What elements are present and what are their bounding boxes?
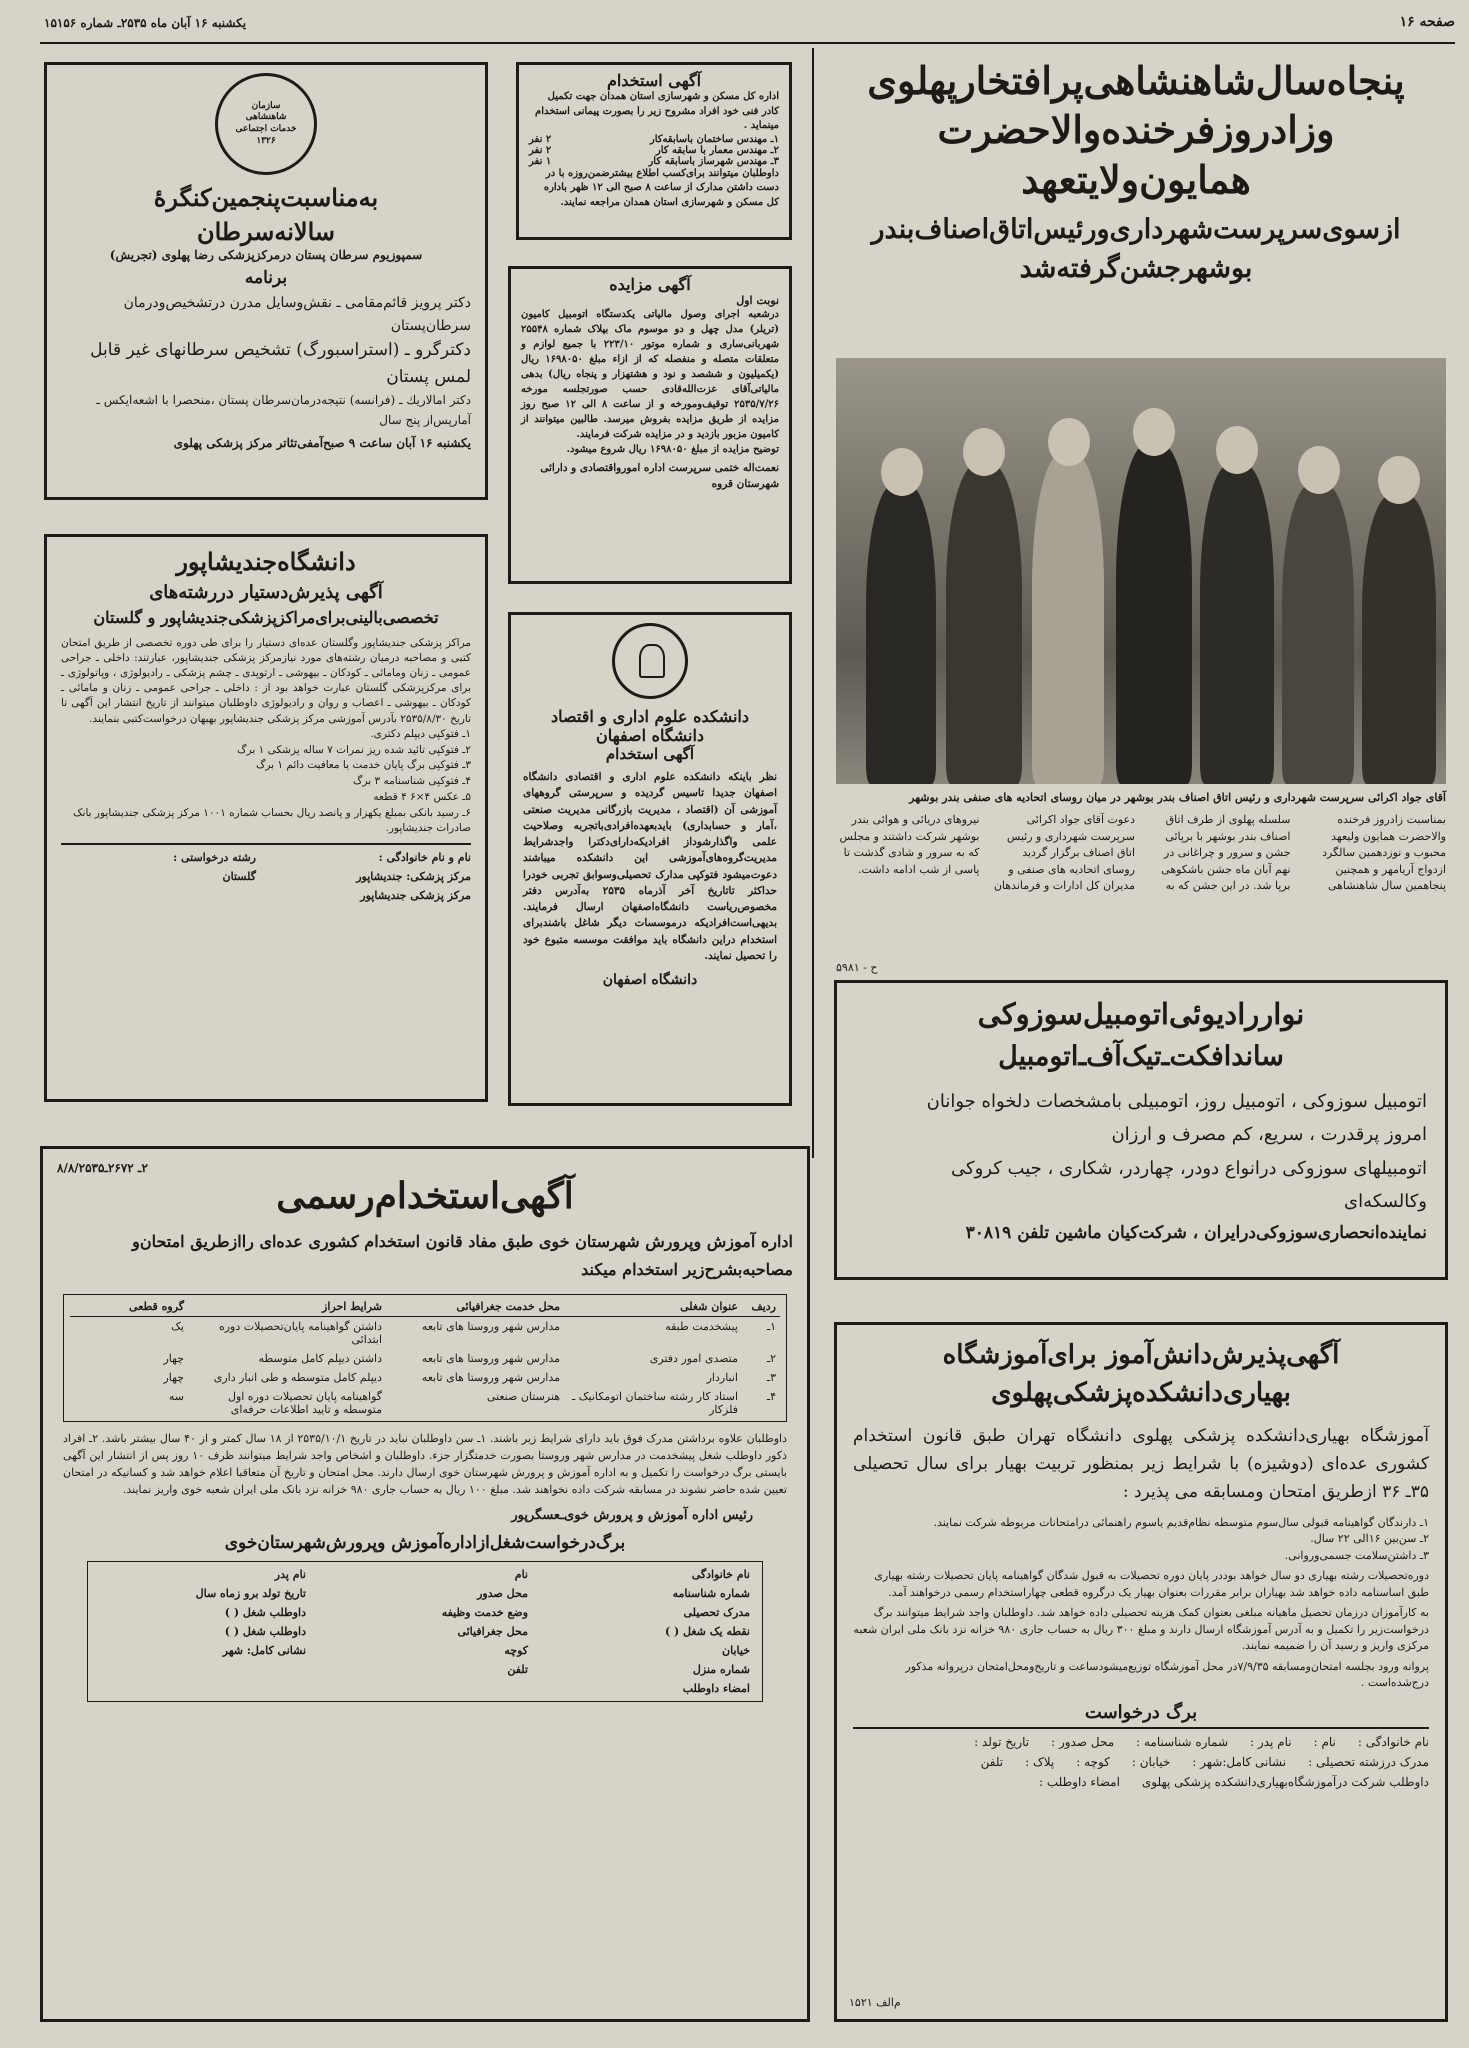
form-field: تاریخ تولد برو زماه سال xyxy=(195,1586,306,1600)
isfahan-title-3: آگهی استخدام xyxy=(605,745,695,763)
isfahan-body: نظر باینکه دانشکده علوم اداری و اقتصادی دانشگاه اصفهان جدیدا تاسیس گردیده و سرپرستی گروههای آموزشی آن (اقتصاد ، مدیریت بازرگانی مدیریت صنعتی ،آمار و حسابداری) بایدبعهده‌افرادی‌باتجربه وصلاحیت علمی واگذارشود‌از افرادیکه‌دارای‌دکترا واجدشرایط مدیریت‌گروه‌های‌آموزشی این دانشکده میباشند دعوت‌میشود فتوکپی مدارک تحصیلی‌وسوابق تجربی خودرا حداکثر تاتاریخ آخر آذرماه ۲۵۳۵ به‌آدرس دفتر مخصوص‌ریاست دانشگاه‌اصفهان ارسال فرمایند. بدیهی‌است‌افرادیکه درموسسات دیگر شاغل باشندبرای استخدام دراین دانشگاه باید موافقت موسسه متبوع خود را تحصیل نمایند. xyxy=(523,771,777,962)
cancer-footer: یکشنبه ۱۶ آبان ساعت ۹ صبح‌آمفی‌تئاتر مرکز پزشکی پهلوی xyxy=(173,435,471,450)
jundishapur-doc: ۴ـ فتوکپی شناسنامه ۳ برگ xyxy=(353,775,471,788)
table-row xyxy=(70,1316,780,1349)
nursing-title-2: بهیاری‌دانشکده‌پزشکی‌پهلوی xyxy=(991,1377,1291,1408)
suzuki-title-2: ساندافکت‌ـ‌تیک‌آف‌ـ‌اتومبیل xyxy=(998,1040,1284,1072)
form-field: مرکز پزشکی جندیشاپور xyxy=(360,889,471,903)
form-field: نام خانوادگی xyxy=(691,1567,750,1581)
jundishapur-form xyxy=(61,851,471,902)
table-row xyxy=(70,1368,780,1387)
form-field: خیابان : xyxy=(1131,1754,1171,1769)
table-cell: چهار xyxy=(163,1370,184,1384)
form-field: نام پدر xyxy=(274,1567,306,1581)
jundishapur-doc: ۵ـ عکس ۴×۶ ۴ قطعه xyxy=(373,790,471,803)
nursing-form-title: برگ درخواست xyxy=(1084,1701,1198,1723)
form-divider xyxy=(853,1727,1429,1729)
suzuki-ad xyxy=(834,980,1448,1280)
emblem-text: سازمان شاهنشاهی خدمات اجتماعی ۱۳۲۶ xyxy=(235,100,297,146)
suzuki-line: اتومبیلهای سوزوکی درانواع دودر، چهاردر، شکاری ، جیب کروکی xyxy=(951,1157,1427,1179)
job-count: ۲ نفر xyxy=(529,144,552,156)
jundishapur-title: دانشگاه‌جندیشاپور xyxy=(176,547,356,576)
hamedan-intro: اداره کل مسکن و شهرسازی استان همدان جهت تکمیل کادر فنی خود افراد مشروح زیر را بصورت پیمانی استخدام مینماید . xyxy=(535,91,779,131)
lead-ref: ح - ۵۹۸۱ xyxy=(836,961,878,974)
form-field: داوطلب شرکت درآموزشگاه‌بهیاری‌دانشکده پزشکی پهلوی xyxy=(1141,1774,1429,1789)
nursing-condition: ۱ـ دارندگان گواهینامه قبولی سال‌سوم متوسطه نظام‌قدیم یاسوم راهنمائی درامتحانات مربوطه شرکت نمایند. xyxy=(933,1515,1429,1529)
lead-headline-3: همایون‌ولایتعهد xyxy=(1021,156,1251,202)
form-field: امضاء داوطلب : xyxy=(1038,1774,1120,1789)
form-field: نام xyxy=(514,1567,528,1581)
page-number: صفحه ۱۶ xyxy=(1399,14,1455,30)
jundishapur-sub-1: آگهی پذیرش‌دستیار دررشته‌های xyxy=(149,581,383,603)
khoy-signer: رئیس اداره آموزش و پرورش خوی‌ـعسگرپور xyxy=(511,1507,753,1523)
cancer-program: برنامه xyxy=(244,268,288,289)
table-cell: استاد کار رشته ساختمان اتومکانیک ـ فلزکار xyxy=(571,1389,738,1416)
suzuki-line: اتومبیل سوزوکی ، اتومبیل روز، اتومبیلی بامشخصات دلخواه جوانان xyxy=(926,1091,1427,1112)
table-header-row xyxy=(70,1297,780,1317)
khoy-notes: داوطلبان علاوه برداشتن مدرک فوق باید دارای شرایط زیر باشند. ۱ـ سن داوطلبان نباید در تاریخ ۲۵۳۵/۱۰/۱ از ۱۸ سال کمتر و از ۴۰ سال بیشتر باشد. ۲ـ افراد ذکور داوطلب شغل پیشخدمت در مدارس شهر وروستا بصورت خدمتگزار جزء. داوطلبان و اشخاص واجد شرایط میتوانند ظرف ۱۰ روز پس از انتشار این آگهی بایستی برگ درخواست را تکمیل و به اداره آموزش و پرورش شهرستان خوی ارسال دارند. محل امتحان و تاریخ آن متعاقبا اعلام خواهد شد و کسانیکه در امتحان تعیین شده حاضر نشوند در مسابقه شرکت داده نخواهند شد. مبلغ ۱۰۰ ریال به حساب جاری ۹۸۰ خزانه نزد بانک ملی ایران شعبه خوی واریز نمایند. xyxy=(63,1431,787,1496)
nursing-ref: م‌الف ۱۵۲۱ xyxy=(849,1995,901,2009)
col-header: محل خدمت جغرافیائی xyxy=(386,1297,564,1317)
table-cell: انباردار xyxy=(706,1370,738,1384)
photo-figure xyxy=(1032,454,1104,784)
form-field: داوطلب شغل ( ) xyxy=(224,1624,306,1638)
form-field: نام : xyxy=(1313,1734,1336,1749)
nursing-intro: آموزشگاه بهیاری‌دانشکده پزشکی پهلوی دانشگاه تهران طبق قانون استخدام کشوری عده‌ای (دوشیزه) با شرایط زیر بمنظور تربیت بهیار برای سال تحصیلی ۳۵ـ ۳۶ ازطریق امتحان ومسابقه می پذیرد : xyxy=(853,1426,1429,1503)
table-cell: ۳ـ xyxy=(766,1370,776,1384)
photo-figure xyxy=(1282,484,1354,784)
hamedan-footer: داوطلبان میتوانند برای‌کسب اطلاع بیشترضمن‌روزه با در دست داشتن مدارک از ساعت ۸ صبح الی ۱۲ ظهر باداره کل مسکن و شهرسازی استان همدان مراجعه نمایند. xyxy=(543,167,779,208)
lead-photo xyxy=(836,358,1446,784)
jundishapur-ad xyxy=(44,534,488,1102)
form-field: نام پدر : xyxy=(1250,1734,1292,1749)
khoy-form-title: برگ‌درخواست‌شغل‌ازاداره‌آموزش وپرورش‌شهرستان‌خوی xyxy=(224,1532,626,1553)
table-cell: ۱ـ xyxy=(766,1319,776,1333)
form-field: امضاء داوطلب xyxy=(682,1681,750,1695)
emblem-mark xyxy=(639,644,665,678)
form-field: نشانی کامل: شهر xyxy=(222,1643,306,1657)
nursing-condition: ۲ـ سن‌بین ۱۶الی ۲۲ سال. xyxy=(1310,1532,1429,1546)
col-header: گروه قطعی xyxy=(70,1297,188,1317)
jundishapur-doc: ۲ـ فتوکپی تائید شده ریز نمرات ۷ ساله پزشکی ۱ برگ xyxy=(237,743,471,756)
isfahan-ad xyxy=(508,612,792,1106)
nursing-condition: ۳ـ داشتن‌سلامت جسمی‌وروانی. xyxy=(1284,1548,1429,1562)
table-cell: داشتن دیپلم کامل متوسطه xyxy=(258,1351,382,1365)
table-cell: چهار xyxy=(163,1351,184,1365)
table-row xyxy=(70,1387,780,1419)
lead-headline-2: وزادروزفرخنده‌والاحضرت xyxy=(937,107,1335,153)
column-divider xyxy=(812,48,814,1158)
auction-title: آگهی مزایده xyxy=(609,275,691,294)
photo-figure xyxy=(946,464,1022,784)
isfahan-footer: دانشگاه اصفهان xyxy=(602,972,698,989)
hamedan-item xyxy=(529,145,779,156)
photo-figure xyxy=(866,484,936,784)
form-field: کوچه : xyxy=(1076,1754,1110,1769)
auction-body: درشعبه اجرای وصول مالیاتی یکدستگاه اتومبیل کامیون (تریلر) مدل چهل و دو موسوم ماک بپلاک شماره ۲۵۵۴۸ شهربانی‌ساری و شماره موتور ۲۲۳/۱۰ با جمیع لوازم و متعلقات متصله و منفصله که از ازاء مبلغ ۱۶۹۸۰۵۰ ریال (یکمیلیون و ششصد و نود و هشتهزار و پنجاه ریال) بدهی مالیاتی‌آقای عزت‌الله‌قادی حسب صورتجلسه مورخه ۲۵۳۵/۷/۲۶ توقیف‌ومورخه و از ساعت ۸ الی ۱۲ صبح روز مزایده از طریق مزایده بفروش میرسد. طالبین میتوانند از کامیون مزبور بازدید و در مزایده شرکت فرمایند. xyxy=(521,309,780,440)
khoy-form xyxy=(87,1561,763,1702)
auction-ad xyxy=(508,266,792,584)
photo-figure xyxy=(881,448,923,496)
cancer-speaker: دکتر پرویز قائم‌مقامی ـ نقش‌وسایل مدرن درتشخیص‌ودرمان سرطان‌پستان xyxy=(123,295,471,334)
nursing-title-1: آگهی‌پذیرش‌دانش‌آموز برای‌آموزشگاه xyxy=(942,1340,1340,1370)
photo-figure xyxy=(1362,494,1436,784)
table-row xyxy=(70,1349,780,1368)
hamedan-item xyxy=(529,134,779,145)
khoy-employment-ad xyxy=(40,1146,810,2022)
table-cell: مدارس شهر وروستا های تابعه xyxy=(421,1319,560,1333)
table-cell: داشتن گواهینامه پایان‌تحصیلات دوره ابتدائی xyxy=(218,1319,382,1346)
job-title: ۲ـ مهندس معمار با سابقه کار xyxy=(655,144,779,156)
table-cell: ۴ـ xyxy=(766,1389,776,1403)
auction-round: نوبت اول xyxy=(736,294,779,307)
cancer-title-2: سالانه‌سرطان xyxy=(196,216,336,246)
form-field: مرکز پزشکی: جندیشاپور xyxy=(356,870,471,884)
job-count: ۲ نفر xyxy=(529,133,552,145)
form-field: تلفن xyxy=(980,1754,1004,1769)
table-cell: متصدی امور دفتری xyxy=(649,1351,738,1365)
auction-footer: نعمت‌اله ختمی سرپرست اداره امورواقتصادی و دارائی شهرستان قروه xyxy=(540,462,779,490)
col-header: شرایط احراز xyxy=(188,1297,386,1317)
form-field: مدرک درزشته تحصیلی : xyxy=(1308,1754,1429,1769)
form-field: گلستان xyxy=(222,870,256,884)
photo-figure xyxy=(1216,426,1258,474)
cancer-title-1: به‌مناسبت‌پنجمین‌کنگرۀ xyxy=(153,183,379,212)
nursing-form xyxy=(853,1735,1429,1789)
khoy-jobs-table xyxy=(70,1297,780,1419)
form-field: کوچه xyxy=(504,1643,528,1657)
form-field: نقطه یک شغل ( ) xyxy=(664,1624,750,1638)
jundishapur-note: ۶ـ رسید بانکی بمبلغ یکهزار و پانصد ریال بحساب شماره ۱۰۰۱ مرکز پزشکی جندیشاپور بانک صادرات جندیشاپور. xyxy=(73,806,471,835)
lead-headline-1: پنجاه‌سال‌شاهنشاهی‌پرافتخار‌پهلوی xyxy=(867,58,1405,103)
col-header: ردیف xyxy=(742,1297,780,1317)
table-cell: هنرستان صنعتی xyxy=(486,1389,560,1403)
cancer-speaker: دکتر‌گرو ـ (استراسبورگ) تشخیص سرطانهای غیر قابل لمس پستان xyxy=(90,339,471,388)
hamedan-title: آگهی استخدام xyxy=(606,71,702,90)
form-field: نام خانوادگی : xyxy=(1357,1734,1429,1749)
isfahan-title-2: دانشگاه اصفهان xyxy=(595,726,705,745)
nursing-condition: به کارآموزان درزمان تحصیل ماهیانه مبلغی بعنوان کمک هزینه تحصیلی داده خواهد شد. داوطلبان واجد شرایط میتوانند برگ درخواست‌زیر را تکمیل و به آدرس آموزشگاه ارسال دارند و مبلغ ۳۰۰ ریال به حساب جاری ۹۸۰ خزانه نزد بانک ملی ایران شعبه مرکزی واریز و رسید آن را ضمیمه نمایند. xyxy=(853,1606,1429,1653)
khoy-title: آگهی‌استخدام‌رسمی xyxy=(276,1175,574,1217)
photo-caption: آقای جواد اکرائی سرپرست شهرداری و رئیس اتاق اصناف بندر بوشهر در میان روسای اتحادیه های صنفی بندر بوشهر xyxy=(909,791,1446,804)
form-field: پلاک : xyxy=(1025,1754,1055,1769)
nursing-ad xyxy=(834,1322,1448,2022)
issue-date: یکشنبه ۱۶ آبان ماه ۲۵۳۵ـ شماره ۱۵۱۵۶ xyxy=(44,16,247,30)
table-cell: مدارس شهر وروستا های تابعه xyxy=(421,1351,560,1365)
job-title: ۳ـ مهندس شهرساز باسابقه کار xyxy=(648,155,779,167)
hamedan-employment-ad xyxy=(516,62,792,240)
form-field: شماره شناسنامه xyxy=(672,1586,750,1600)
form-field: محل صدور xyxy=(477,1586,528,1600)
khoy-table xyxy=(63,1294,787,1422)
university-emblem-icon xyxy=(612,623,688,699)
nursing-condition: پروانه ورود بجلسه امتحان‌ومسابقه ۷/۹/۳۵در محل آموزشگاه توزیع‌میشودساعت و تاریخ‌ومحل‌امتحان درپروانه مذکور درج‌شده‌است . xyxy=(905,1659,1429,1690)
form-field: تاریخ تولد : xyxy=(974,1734,1030,1749)
social-services-emblem-icon xyxy=(215,73,317,175)
form-field: شماره منزل xyxy=(692,1662,750,1676)
jundishapur-doc: ۳ـ فتوکپی برگ پایان خدمت یا معافیت دائم ۱ برگ xyxy=(255,759,471,772)
jundishapur-sub-2: تخصصی‌بالینی‌برای‌مراکزپزشکی‌جندیشاپور و گلستان xyxy=(93,607,439,627)
table-cell: پیشخدمت طبقه xyxy=(665,1319,738,1333)
form-field: رشته درخواستی : xyxy=(173,851,256,865)
khoy-intro: اداره آموزش وپرورش شهرستان خوی طبق مفاد قانون استخدام کشوری عده‌ای راازطریق امتحان‌و مصاحبه‌بشرح‌زیر استخدام میکند xyxy=(132,1231,793,1279)
form-field: محل صدور : xyxy=(1051,1734,1115,1749)
form-field: محل جغرافیائی xyxy=(457,1624,528,1638)
form-field xyxy=(100,1663,306,1676)
photo-figure xyxy=(1133,408,1175,456)
khoy-ref: ۲ـ ۲۶۷۲ـ۸/۸/۲۵۳۵ xyxy=(57,1161,148,1175)
lead-subhead-1: ازسوی‌سرپرست‌شهرداری‌ورئیس‌اتاق‌اصناف‌بندر xyxy=(871,214,1401,246)
suzuki-footer: نماینده‌انحصاری‌سوزوکی‌درایران ، شرکت‌کیان ماشین تلفن ۳۰۸۱۹ xyxy=(965,1223,1427,1244)
photo-figure xyxy=(1298,446,1340,494)
suzuki-line: وکالسکه‌ای xyxy=(1344,1190,1427,1212)
table-cell: مدارس شهر وروستا های تابعه xyxy=(421,1370,560,1384)
lead-subhead-2: بوشهرجشن‌گرفته‌شد xyxy=(1019,253,1253,285)
form-field: مدرک تحصیلی xyxy=(683,1605,750,1619)
suzuki-line: امروز پرقدرت ، سریع، کم مصرف و ارزان xyxy=(1111,1124,1427,1146)
job-count: ۱ نفر xyxy=(529,155,552,167)
form-field: وضع خدمت وظیفه xyxy=(441,1605,528,1619)
form-field: نام و نام خانوادگی : xyxy=(378,851,471,865)
photo-figure xyxy=(1200,464,1274,784)
cancer-subtitle: سمپوزیوم سرطان پستان درمرکزپزشکی رضا پهلوی (تجریش) xyxy=(109,248,423,263)
job-title: ۱ـ مهندس ساختمان باسابقه‌کار xyxy=(649,133,779,145)
header-rule xyxy=(40,42,1455,44)
photo-figure xyxy=(1048,418,1090,466)
jundishapur-doc: ۱ـ فتوکپی دیپلم دکتری. xyxy=(370,727,471,740)
table-cell: ۲ـ xyxy=(766,1351,776,1365)
form-divider xyxy=(61,843,471,845)
jundishapur-body: مراکز پزشکی جندیشاپور وگلستان عده‌ای دستیار را برای طی دوره تخصصی از طریق امتحان کتبی و مصاحبه درمیان رشته‌های مورد نیازمرکز پزشکی جندیشاپور، عبارتند: داخلی ـ جراحی عمومی ـ زنان ومامائی ـ کودکان ـ بیهوشی ـ ارتوپدی ـ چشم پزشکی ـ رادیولوژی ، وپاتولوژی ـ برای مرکزپزشکی گلستان عبارت خواهد بود از : داخلی ـ جراحی عمومی ـ زنان و مامائی ـ کودکان ـ بیهوشی ـ اعصاب و روان و رادیولوژی داوطلبان میتوانند از تاریخ انتشار این آگهی تا تاریخ ۲۵۳۵/۸/۳۰ بآدرس آموزشی مرکز پزشکی جندیشاپور بهبهان درخواست‌کتبی بنمایند. xyxy=(61,636,471,725)
form-field: شماره شناسنامه : xyxy=(1136,1734,1229,1749)
cancer-congress-ad xyxy=(44,62,488,500)
cancer-speaker: دکتر امالاریك ـ (فرانسه) نتیجه‌درمان‌سرطان پستان ،منحصرا با اشعه‌ایکس ـ آمارپس‌از پنج سال xyxy=(96,393,471,427)
photo-figure xyxy=(1378,456,1420,504)
hamedan-item xyxy=(529,156,779,167)
table-cell: سه xyxy=(168,1389,184,1403)
lead-body: بمناسبت زادروز فرخنده والاحضرت همایون ولیعهد محبوب و نوزدهمین سالگرد ازدواج آریامهر و همچنین پنجاهمین سال شاهنشاهی سلسله پهلوی از طرف اتاق اصناف بندر بوشهر با برپائی جشن و سرور و چراغانی در نهم آبان ماه جشن باشکوهی برپا شد. در این جشن که به دعوت آقای جواد اکرائی سرپرست شهرداری و رئیس اتاق اصناف برگزار گردید روسای اتحادیه های صنفی و مدیران کل ادارات و فرماندهان نیروهای دریائی و هوائی بندر بوشهر شرکت داشتند و مجلس که به سرور و شادی گذشت تا پاسی از شب ادامه داشت. xyxy=(839,813,1446,892)
photo-figure xyxy=(1116,444,1192,784)
nursing-condition: دوره‌تحصیلات رشته بهیاری دو سال خواهد بوددر پایان دوره تحصیلات به قبول شدگان گواهینامه پایان تحصیلات رشته بهیاری طبق اساسنامه داده خواهد شد بهیاران برابر مقررات بعنوان بهیار یک درگروه قطعی چهاراستخدام رسمی درخواهند آمد. xyxy=(874,1569,1429,1599)
suzuki-title-1: نواررادیوئی‌اتومبیل‌سوزوکی xyxy=(977,997,1305,1031)
isfahan-title-1: دانشکده علوم اداری و اقتصاد xyxy=(551,707,749,726)
photo-figure xyxy=(963,428,1005,476)
form-field: داوطلب شغل ( ) xyxy=(224,1605,306,1619)
table-cell: یک xyxy=(171,1319,184,1333)
form-field: خیابان xyxy=(722,1643,750,1657)
col-header: عنوان شغلی xyxy=(564,1297,742,1317)
table-cell: گواهینامه پایان تحصیلات دوره اول متوسطه و تایید اطلاعات حرفه‌ای xyxy=(227,1389,382,1416)
form-field: تلفن xyxy=(507,1662,528,1676)
auction-note: توضیح مزایده از مبلغ ۱۶۹۸۰۵۰ ریال شروع میشود. xyxy=(566,444,779,455)
table-cell: دیپلم کامل متوسطه و طی انبار داری xyxy=(213,1370,382,1384)
form-field: نشانی کامل‌:شهر : xyxy=(1192,1754,1287,1769)
